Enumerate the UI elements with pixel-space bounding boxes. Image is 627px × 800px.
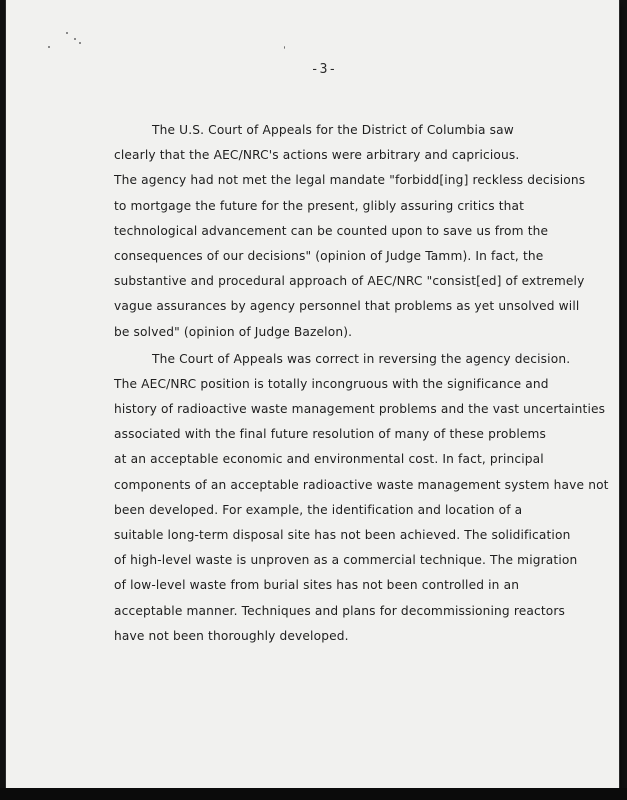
text-line: of low-level waste from burial sites has not been controlled in an — [114, 578, 520, 593]
paper-speck — [74, 38, 76, 40]
text-line: The U.S. Court of Appeals for the District of Columbia saw — [152, 123, 514, 137]
text-line: been developed. For example, the identification and location of a — [114, 502, 523, 517]
text-line: technological advancement can be counted upon to save us from the — [114, 223, 549, 238]
text-line: The AEC/NRC position is totally incongruous with the significance and — [114, 376, 549, 391]
text-line: be solved" (opinion of Judge Bazelon). — [114, 324, 353, 339]
paragraph-2 — [114, 347, 609, 649]
paper-speck — [79, 42, 81, 44]
document-page — [6, 0, 619, 788]
paragraph-1 — [114, 118, 584, 345]
text-line: acceptable manner. Techniques and plans for decommissioning reactors — [114, 603, 566, 618]
text-line: The Court of Appeals was correct in reversing the agency decision. — [152, 351, 571, 366]
page-number: -3- — [310, 62, 338, 77]
paper-speck — [66, 32, 68, 34]
paper-speck — [48, 46, 50, 48]
text-line: substantive and procedural approach of AEC/NRC "consist[ed] of extremely — [114, 274, 585, 289]
text-line: The agency had not met the legal mandate "forbidd[ing] reckless decisions — [114, 173, 586, 188]
text-line: to mortgage the future for the present, glibly assuring critics that — [114, 198, 525, 213]
text-line: history of radioactive waste management problems and the vast uncertainties — [114, 402, 606, 417]
text-line: components of an acceptable radioactive waste management system have not — [114, 477, 609, 492]
text-line: associated with the final future resolution of many of these problems — [114, 427, 547, 442]
text-line: at an acceptable economic and environmental cost. In fact, principal — [114, 452, 544, 467]
text-line: have not been thoroughly developed. — [114, 628, 349, 643]
paper-speck — [284, 46, 285, 49]
text-line: consequences of our decisions" (opinion of Judge Tamm). In fact, the — [114, 248, 544, 263]
text-line: suitable long-term disposal site has not been achieved. The solidification — [114, 528, 571, 542]
text-line: clearly that the AEC/NRC's actions were arbitrary and capricious. — [114, 148, 520, 163]
body-text — [114, 118, 609, 649]
scan-background-strip — [0, 788, 627, 800]
text-line: of high-level waste is unproven as a commercial technique. The migration — [114, 553, 578, 568]
text-line: vague assurances by agency personnel that problems as yet unsolved will — [114, 299, 580, 314]
